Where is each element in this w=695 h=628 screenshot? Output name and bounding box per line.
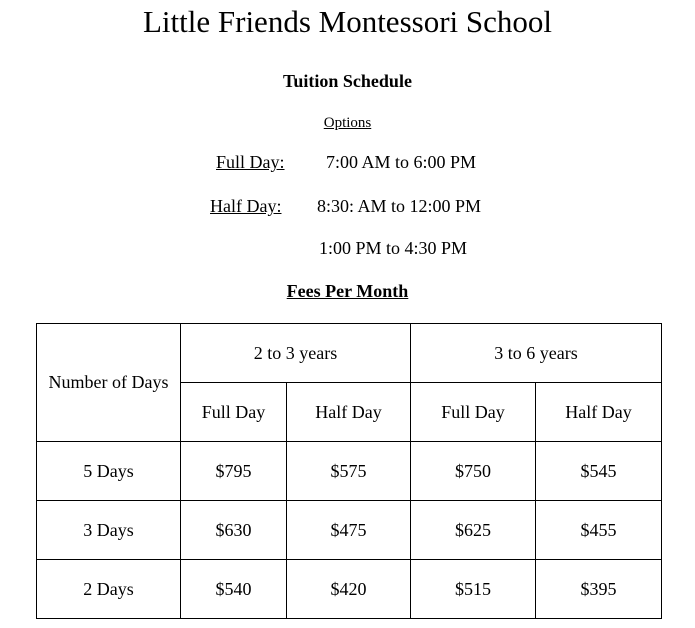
options-heading: Options xyxy=(323,115,372,131)
days-cell: 3 Days xyxy=(37,501,181,560)
schedule-heading: Tuition Schedule xyxy=(283,71,412,91)
fee-cell: $515 xyxy=(411,560,536,619)
table-row xyxy=(37,560,662,619)
fee-cell: $395 xyxy=(536,560,662,619)
fee-cell: $625 xyxy=(411,501,536,560)
row-header-cell: Number of Days xyxy=(37,324,181,442)
age-group-header: 3 to 6 years xyxy=(411,324,662,383)
days-cell: 2 Days xyxy=(37,560,181,619)
full-day-label: Full Day: xyxy=(216,152,285,172)
age-group-header: 2 to 3 years xyxy=(181,324,411,383)
sub-header-cell: Half Day xyxy=(287,383,411,442)
sub-header-cell: Half Day xyxy=(536,383,662,442)
fee-cell: $575 xyxy=(287,442,411,501)
fees-table xyxy=(36,323,662,619)
half-day-afternoon-time: 1:00 PM to 4:30 PM xyxy=(319,238,468,258)
sub-header-cell: Full Day xyxy=(181,383,287,442)
fee-cell: $540 xyxy=(181,560,287,619)
table-row xyxy=(37,501,662,560)
fee-cell: $455 xyxy=(536,501,662,560)
half-day-morning-time: 8:30: AM to 12:00 PM xyxy=(317,196,482,216)
fee-cell: $630 xyxy=(181,501,287,560)
full-day-time: 7:00 AM to 6:00 PM xyxy=(326,152,477,172)
sub-header-cell: Full Day xyxy=(411,383,536,442)
fee-cell: $545 xyxy=(536,442,662,501)
fee-cell: $795 xyxy=(181,442,287,501)
table-row xyxy=(37,442,662,501)
fees-heading: Fees Per Month xyxy=(286,281,409,301)
table-header-row xyxy=(37,324,662,383)
fee-cell: $475 xyxy=(287,501,411,560)
fee-cell: $420 xyxy=(287,560,411,619)
fee-cell: $750 xyxy=(411,442,536,501)
half-day-label: Half Day: xyxy=(210,196,282,216)
page-title: Little Friends Montessori School xyxy=(142,4,552,39)
days-cell: 5 Days xyxy=(37,442,181,501)
